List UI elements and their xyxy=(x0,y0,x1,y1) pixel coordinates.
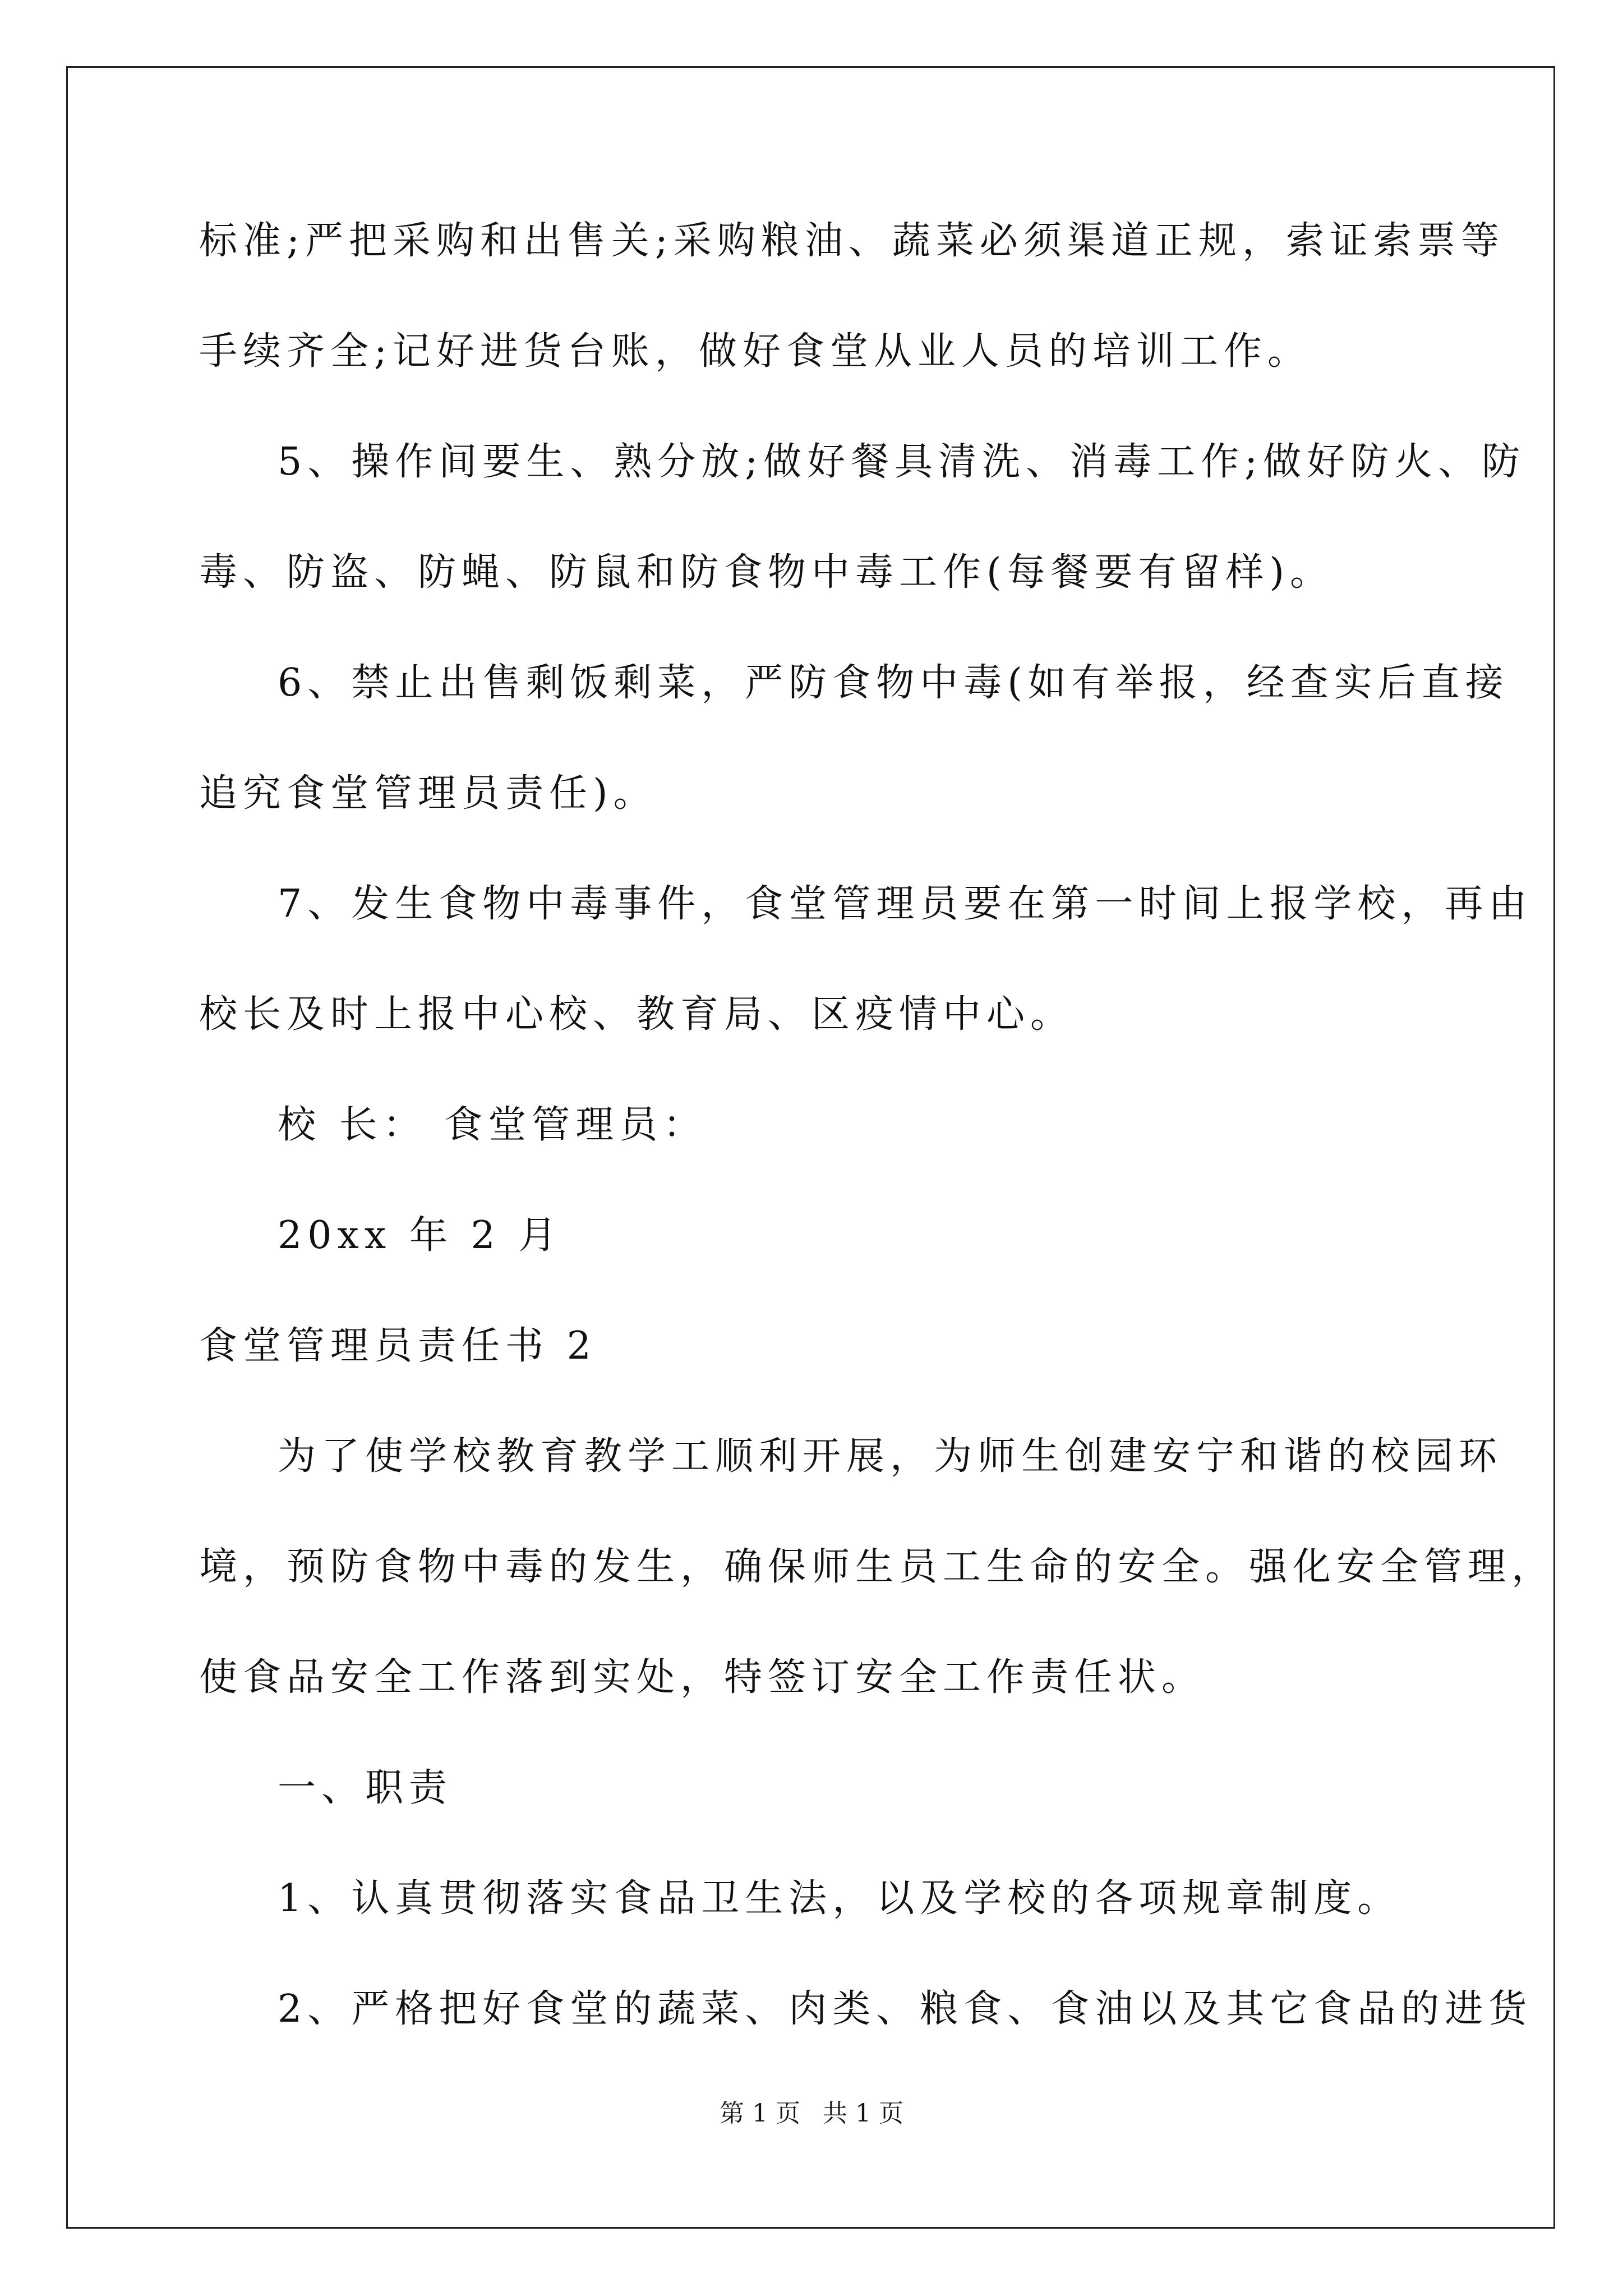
paragraph-line: 追究食堂管理员责任)。 xyxy=(199,771,657,816)
paragraph-line: 境，预防食物中毒的发生，确保师生员工生命的安全。强化安全管理， xyxy=(199,1545,1556,1589)
paragraph-line: 1、认真贯彻落实食品卫生法，以及学校的各项规章制度。 xyxy=(278,1876,1401,1921)
paragraph-line: 为了使学校教育教学工顺利开展，为师生创建安宁和谐的校园环 xyxy=(278,1434,1503,1479)
paragraph-line: 标准;严把采购和出售关;采购粮油、蔬菜必须渠道正规，索证索票等 xyxy=(199,219,1505,263)
paragraph-line: 5、操作间要生、熟分放;做好餐具清洗、消毒工作;做好防火、防 xyxy=(278,440,1526,484)
paragraph-line: 毒、防盗、防蝇、防鼠和防食物中毒工作(每餐要有留样)。 xyxy=(199,550,1334,595)
paragraph-line: 使食品安全工作落到实处，特签订安全工作责任状。 xyxy=(199,1655,1206,1700)
date-line: 20xx 年 2 月 xyxy=(278,1213,562,1258)
paragraph-line: 手续齐全;记好进货台账，做好食堂从业人员的培训工作。 xyxy=(199,329,1311,374)
paragraph-line: 7、发生食物中毒事件，食堂管理员要在第一时间上报学校，再由 xyxy=(278,882,1533,926)
page-total: 共 1 页 xyxy=(823,2099,903,2128)
section-heading: 一、职责 xyxy=(278,1766,453,1810)
paragraph-line: 2、严格把好食堂的蔬菜、肉类、粮食、食油以及其它食品的进货 xyxy=(278,1987,1533,2031)
paragraph-line: 校长及时上报中心校、教育局、区疫情中心。 xyxy=(199,992,1075,1037)
page-number: 第 1 页 xyxy=(720,2099,800,2128)
section-title: 食堂管理员责任书 2 xyxy=(199,1324,597,1368)
page-footer xyxy=(0,2097,1623,2131)
signature-line: 校 长： 食堂管理员： xyxy=(278,1103,707,1147)
paragraph-line: 6、禁止出售剩饭剩菜，严防食物中毒(如有举报，经查实后直接 xyxy=(278,661,1509,705)
